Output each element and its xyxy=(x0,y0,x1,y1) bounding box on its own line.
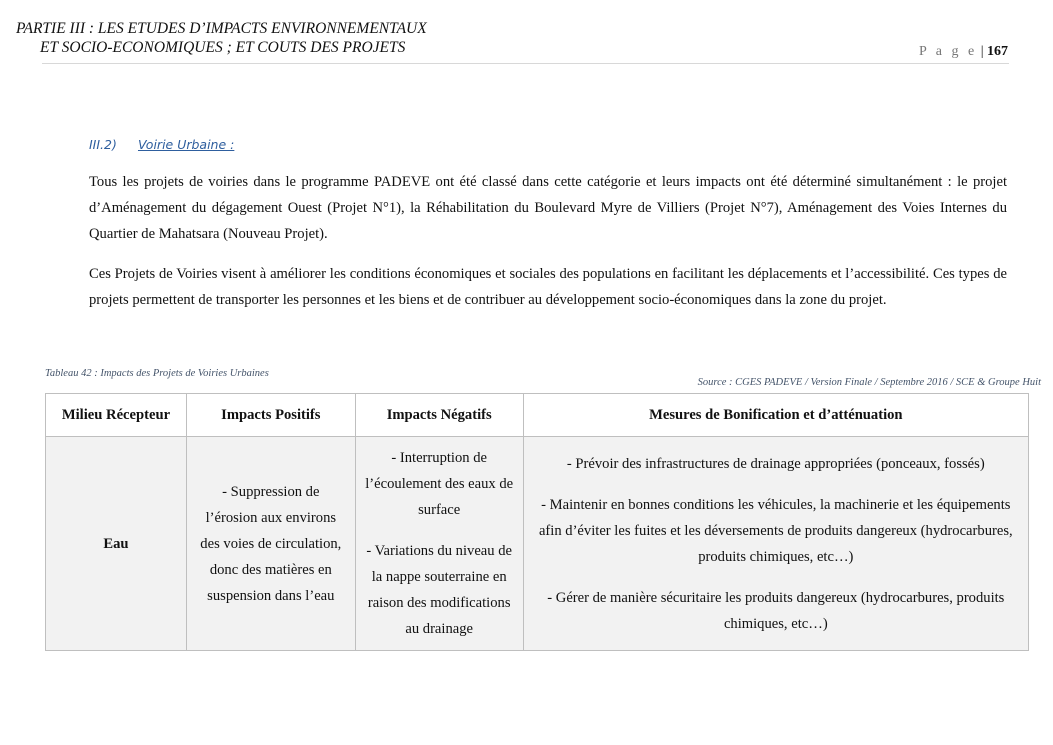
header-positifs: Impacts Positifs xyxy=(186,394,355,437)
page-number: 167 xyxy=(987,44,1008,59)
cell-positifs xyxy=(186,437,355,651)
cell-negatifs xyxy=(355,437,523,651)
impacts-table xyxy=(45,393,1029,651)
mesure-item: - Prévoir des infrastructures de drainage appropriées (ponceaux, fossés) xyxy=(566,455,985,472)
cell-milieu: Eau xyxy=(46,437,187,651)
header-title-line2: ET SOCIO-ECONOMIQUES ; ET COUTS DES PROJETS xyxy=(40,39,406,56)
page-number-label xyxy=(919,44,1008,60)
table-header-row xyxy=(46,394,1029,437)
page-word: P a g e xyxy=(918,44,978,59)
section-title: Voirie Urbaine : xyxy=(137,137,235,152)
section-number: III.2) xyxy=(89,137,117,152)
table-source: Source : CGES PADEVE / Version Finale / Septembre 2016 / SCE & Groupe Huit xyxy=(697,377,1041,388)
paragraph-2: Ces Projets de Voiries visent à améliorer les conditions économiques et sociales des populations en facilitant les déplacements et l’accessibilité. Ces types de projets permettent de transporter les personnes et les biens et de contribuer au développement socio-économiques dans la zone du projet. xyxy=(89,266,1007,308)
cell-mesures xyxy=(523,437,1028,651)
paragraph-1: Tous les projets de voiries dans le programme PADEVE ont été classé dans cette catégorie et leurs impacts ont été déterminé simultanément : le projet d’Aménagement du dégagement Ouest (Projet N°1), la Réhabilitation du Boulevard Myre de Villiers (Projet N°7), Aménagement des Voies Internes du Quartier de Mahatsara (Nouveau Projet). xyxy=(89,174,1007,242)
header-milieu: Milieu Récepteur xyxy=(46,394,187,437)
mesure-item: - Maintenir en bonnes conditions les véhicules, la machinerie et les équipements afin d’éviter les fuites et les déversements de produits dangereux (hydrocarbures, produits chimiques, etc…) xyxy=(538,496,1013,565)
section-heading xyxy=(89,137,234,152)
header-title-line1: PARTIE III : LES ETUDES D’IMPACTS ENVIRONNEMENTAUX xyxy=(16,20,427,37)
page-separator: | xyxy=(980,44,984,59)
table-caption: Tableau 42 : Impacts des Projets de Voiries Urbaines xyxy=(45,368,269,379)
negatif-item: - Interruption de l’écoulement des eaux de surface xyxy=(365,450,514,518)
header-negatifs: Impacts Négatifs xyxy=(355,394,523,437)
mesure-item: - Gérer de manière sécuritaire les produits dangereux (hydrocarbures, produits chimiques, etc…) xyxy=(547,589,1005,632)
positif-item: - Suppression de l’érosion aux environs des voies de circulation, donc des matières en suspension dans l’eau xyxy=(200,483,342,604)
header-divider xyxy=(42,63,1009,64)
header-title xyxy=(16,19,476,57)
table-row xyxy=(46,437,1029,651)
header-mesures: Mesures de Bonification et d’atténuation xyxy=(523,394,1028,437)
negatif-item: - Variations du niveau de la nappe souterraine en raison des modifications au drainage xyxy=(366,543,512,637)
